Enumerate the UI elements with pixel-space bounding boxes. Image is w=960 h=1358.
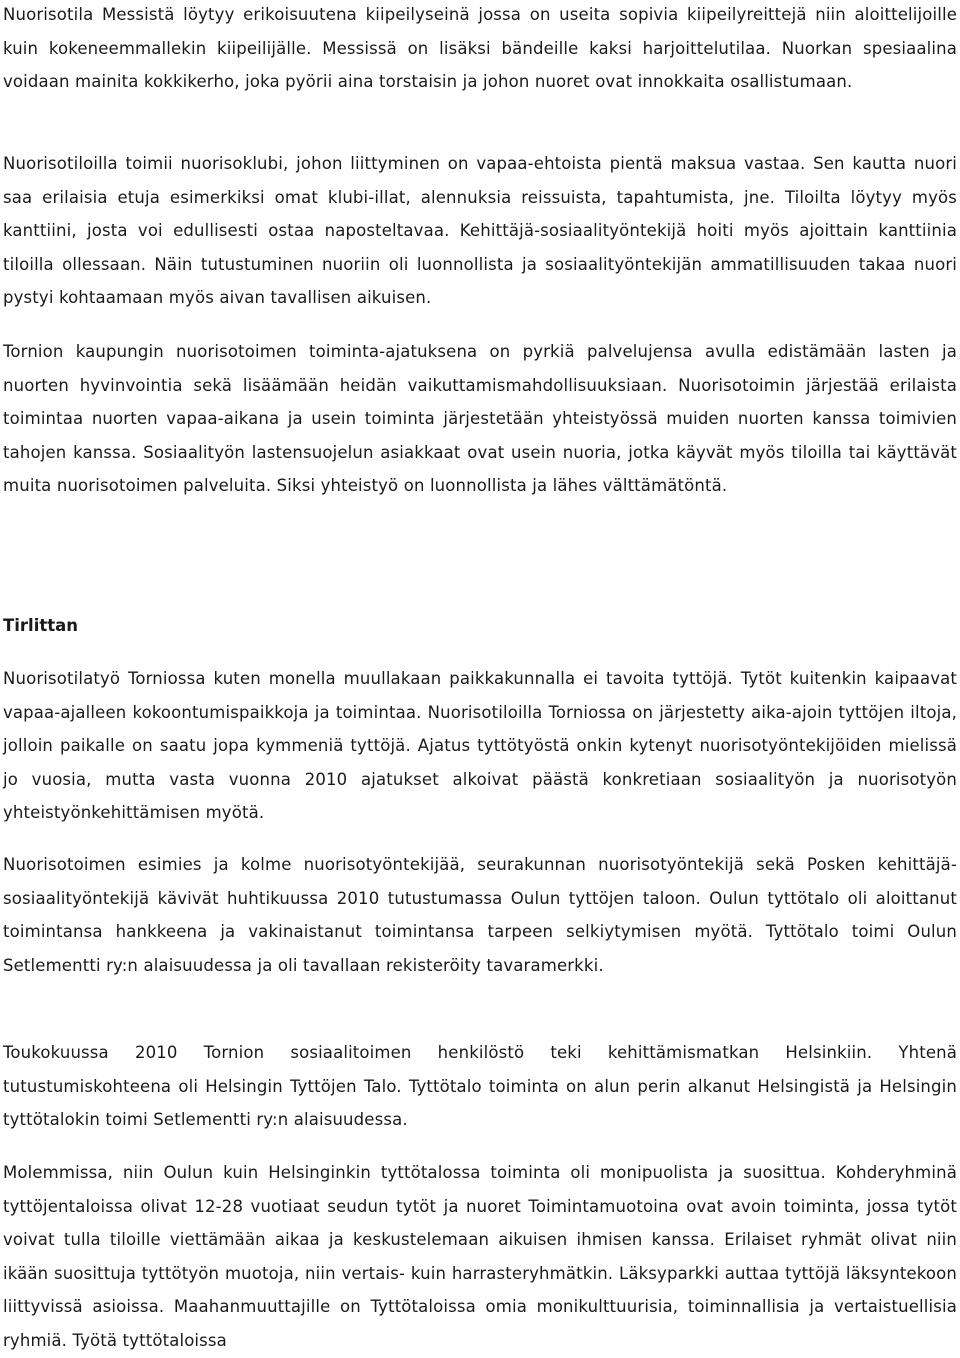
paragraph-nuorisotoimi: Tornion kaupungin nuorisotoimen toiminta-ajatuksena on pyrkiä palvelujensa avulla edistämään lasten ja nuorten hyvinvointia sekä lisäämään heidän vaikuttamismahdollisuuksiaan. Nuorisotoimin järjestää erilaista toimintaa nuorten vapaa-aikana ja usein toiminta järjestetään yhteistyössä muiden nuorten kanssa toimivien tahojen kanssa. Sosiaalityön lastensuojelun asiakkaat ovat usein nuoria, jotka käyvät myös tiloilla tai käyttävät muita nuorisotoimen palveluita. Siksi yhteistyö on luonnollista ja lähes välttämätöntä. [3, 342, 957, 496]
paragraph-messi: Nuorisotila Messistä löytyy erikoisuutena kiipeilyseinä jossa on useita sopivia kiipeilyreittejä niin aloittelijoille kuin kokeneemmallekin kiipeilijälle. Messissä on lisäksi bändeille kaksi harjoittelutilaa. Nuorkan spesiaalina voidaan mainita kokkikerho, joka pyörii aina torstaisin ja johon nuoret ovat innokkaita osallistumaan. [3, 5, 957, 92]
paragraph-oulun-tyttotalo: Nuorisotoimen esimies ja kolme nuorisotyöntekijää, seurakunnan nuorisotyöntekijä sekä Posken kehittäjä-sosiaalityöntekijä kävivät huhtikuussa 2010 tutustumassa Oulun tyttöjen taloon. Oulun tyttötalo oli aloittanut toimintansa hankkeena ja vakinaistanut toimintansa tarpeen selkiytymisen myötä. Tyttötalo toimi Oulun Setlementti ry:n alaisuudessa ja oli tavallaan rekisteröity tavaramerkki. [3, 855, 957, 975]
paragraph-molemmissa: Molemmissa, niin Oulun kuin Helsinginkin tyttötalossa toiminta oli monipuolista ja suosittua. Kohderyhminä tyttöjentaloissa olivat 12-28 vuotiaat seudun tytöt ja nuoret Toimintamuotoina ovat avoin toiminta, jossa tytöt voivat tulla tiloille viettämään aikaa ja keskustelemaan aikuisen ihmisen kanssa. Erilaiset ryhmät olivat niin ikään suosittuja tyttötyön muotoja, niin vertais- kuin harrasteryhmätkin. Läksyparkki auttaa tyttöjä läksyntekoon liittyvissä asioissa. Maahanmuuttajille on Tyttötaloissa omia monikulttuurisia, toiminnallisia ja vertaistuellisia ryhmiä. Työtä tyttötaloissa [3, 1163, 957, 1350]
section-heading-tirlittan: Tirlittan [3, 616, 79, 635]
paragraph-nuorisoklubi: Nuorisotiloilla toimii nuorisoklubi, johon liittyminen on vapaa-ehtoista pientä maksua vastaa. Sen kautta nuori saa erilaisia etuja esimerkiksi omat klubi-illat, alennuksia reissuista, tapahtumista, jne. Tiloilta löytyy myös kanttiini, josta voi edullisesti ostaa naposteltavaa. Kehittäjä-sosiaalityöntekijä hoiti myös ajoittain kanttiinia tiloilla ollessaan. Näin tutustuminen nuoriin oli luonnollista ja sosiaalityöntekijän ammatillisuuden takaa nuori pystyi kohtaamaan myös aivan tavallisen aikuisen. [3, 154, 957, 308]
paragraph-helsinki: Toukokuussa 2010 Tornion sosiaalitoimen henkilöstö teki kehittämismatkan Helsinkiin. Yhtenä tutustumiskohteena oli Helsingin Tyttöjen Talo. Tyttötalo toiminta on alun perin alkanut Helsingistä ja Helsingin tyttötalokin toimi Setlementti ry:n alaisuudessa. [3, 1043, 957, 1130]
paragraph-tyttotyo: Nuorisotilatyö Torniossa kuten monella muullakaan paikkakunnalla ei tavoita tyttöjä. Tytöt kuitenkin kaipaavat vapaa-ajalleen kokoontumispaikkoja ja toimintaa. Nuorisotiloilla Torniossa on järjestetty aika-ajoin tyttöjen iltoja, jolloin paikalle on saatu jopa kymmeniä tyttöjä. Ajatus tyttötyöstä onkin kytenyt nuorisotyöntekijöiden mielissä jo vuosia, mutta vasta vuonna 2010 ajatukset alkoivat päästä konkretiaan sosiaalityön ja nuorisotyön yhteistyönkehittämisen myötä. [3, 669, 957, 823]
